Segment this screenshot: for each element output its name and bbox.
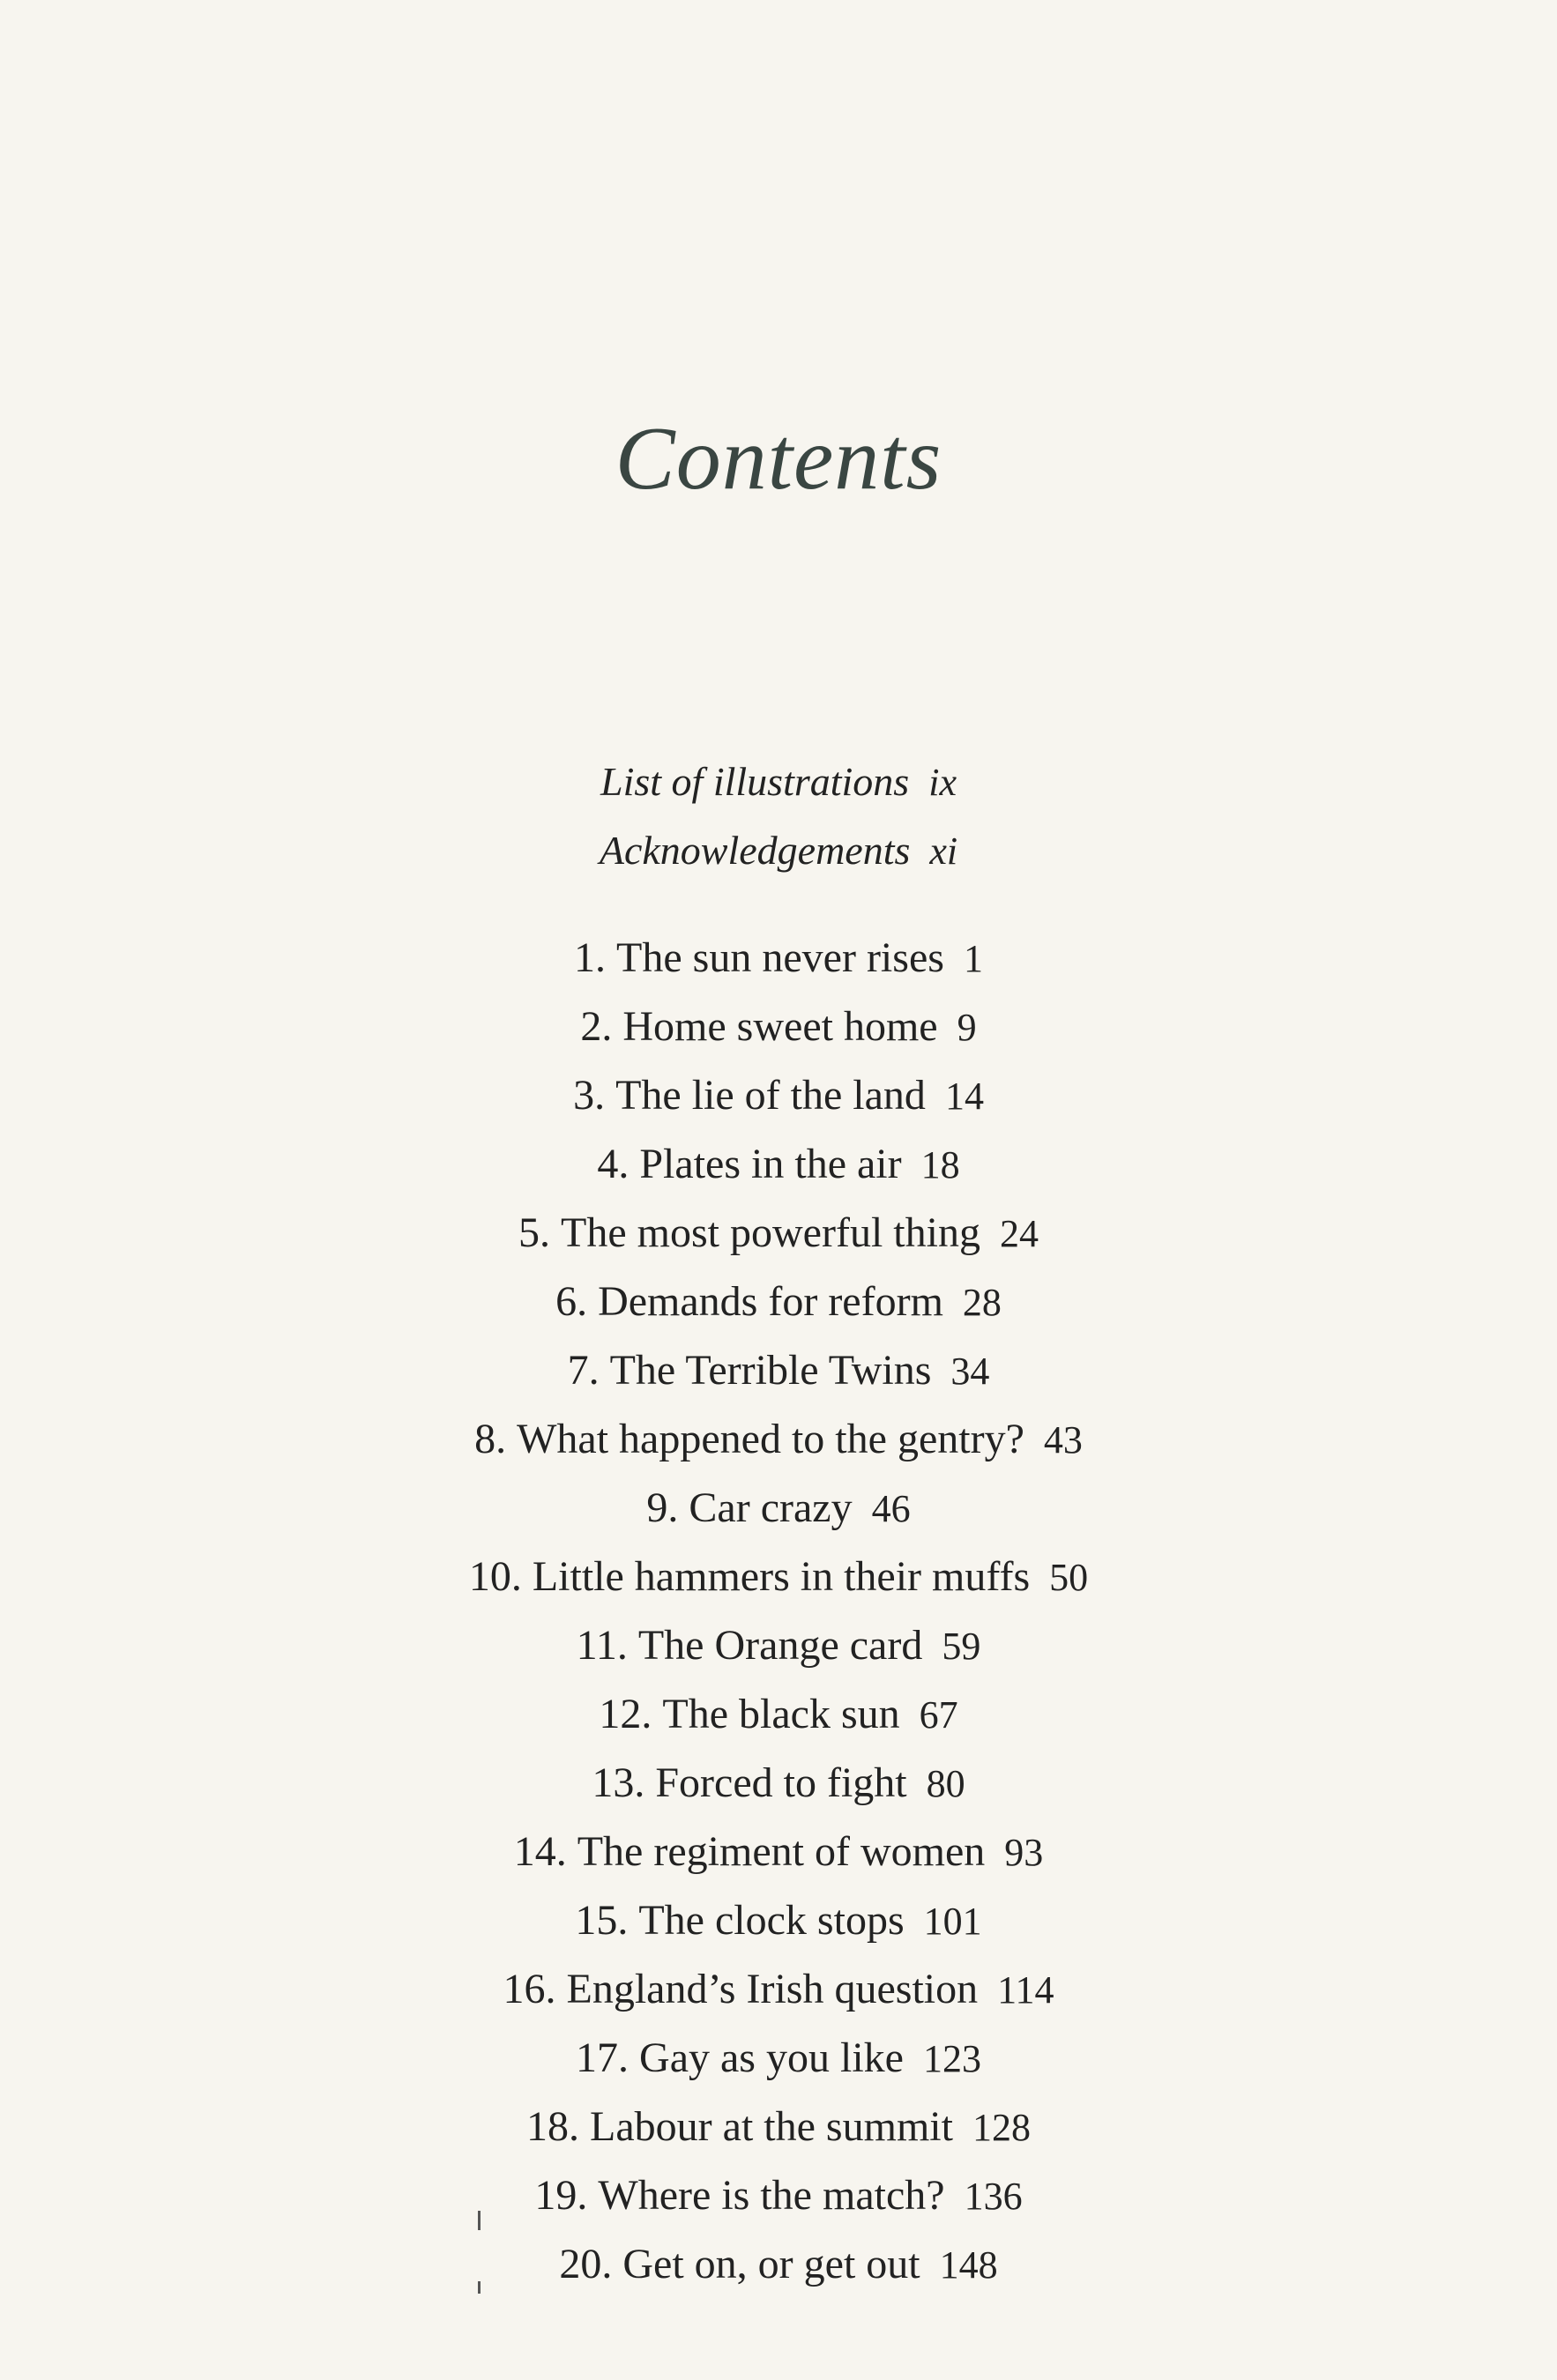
entry-page: ix bbox=[928, 761, 957, 804]
chapter-number: 13. bbox=[592, 1759, 645, 1806]
chapter-page: 93 bbox=[1004, 1831, 1044, 1874]
chapter-number: 5. bbox=[518, 1209, 551, 1256]
chapter-number: 1. bbox=[574, 934, 607, 981]
front-matter-list bbox=[0, 747, 1557, 885]
chapter-page: 46 bbox=[871, 1487, 911, 1530]
chapter-title: What happened to the gentry? bbox=[517, 1416, 1024, 1462]
chapter-entry[interactable] bbox=[0, 1405, 1557, 1474]
margin-mark bbox=[478, 2211, 481, 2230]
chapter-entry[interactable] bbox=[0, 1199, 1557, 1268]
chapter-number: 10. bbox=[468, 1553, 522, 1600]
entry-title: Acknowledgements bbox=[599, 828, 911, 873]
page-title: Contents bbox=[615, 409, 942, 509]
chapter-entry[interactable] bbox=[0, 1955, 1557, 2024]
chapter-number: 11. bbox=[576, 1622, 628, 1669]
chapter-number: 7. bbox=[567, 1347, 600, 1394]
chapter-title: The clock stops bbox=[638, 1897, 905, 1944]
chapter-page: 114 bbox=[997, 1968, 1054, 2012]
chapter-entry[interactable] bbox=[0, 1886, 1557, 1955]
chapter-number: 2. bbox=[580, 1003, 613, 1050]
chapter-page: 50 bbox=[1049, 1556, 1089, 1599]
chapter-number: 17. bbox=[576, 2034, 630, 2081]
chapter-entry[interactable] bbox=[0, 1749, 1557, 1818]
chapter-title: Plates in the air bbox=[639, 1141, 902, 1187]
chapter-title: Labour at the summit bbox=[590, 2103, 953, 2150]
chapter-number: 14. bbox=[513, 1828, 567, 1875]
chapter-title: Car crazy bbox=[689, 1484, 853, 1531]
chapter-page: 28 bbox=[962, 1281, 1002, 1324]
chapter-title: The Orange card bbox=[637, 1622, 923, 1669]
chapter-entry[interactable] bbox=[0, 2093, 1557, 2161]
chapter-entry[interactable] bbox=[0, 1336, 1557, 1405]
chapter-entry[interactable] bbox=[0, 1543, 1557, 1611]
chapter-page: 14 bbox=[944, 1075, 984, 1118]
margin-mark bbox=[478, 2281, 481, 2294]
chapter-number: 4. bbox=[597, 1141, 630, 1187]
chapter-title: The most powerful thing bbox=[561, 1209, 980, 1256]
chapter-number: 8. bbox=[474, 1416, 507, 1462]
chapter-title: The black sun bbox=[662, 1691, 900, 1737]
entry-title: List of illustrations bbox=[600, 759, 910, 804]
chapter-entry[interactable] bbox=[0, 1611, 1557, 1680]
chapter-number: 20. bbox=[559, 2241, 613, 2287]
entry-page: xi bbox=[929, 829, 958, 873]
chapter-number: 12. bbox=[599, 1691, 652, 1737]
chapter-number: 15. bbox=[575, 1897, 629, 1944]
chapter-title: Gay as you like bbox=[639, 2034, 904, 2081]
chapter-entry[interactable] bbox=[0, 924, 1557, 993]
chapter-title: Where is the match? bbox=[598, 2172, 945, 2219]
chapter-number: 18. bbox=[526, 2103, 580, 2150]
chapter-page: 34 bbox=[950, 1350, 990, 1393]
chapter-entry[interactable] bbox=[0, 993, 1557, 1061]
chapter-entry[interactable] bbox=[0, 1268, 1557, 1336]
chapter-title: Get on, or get out bbox=[622, 2241, 920, 2287]
chapter-list bbox=[0, 924, 1557, 2299]
front-matter-entry[interactable] bbox=[0, 747, 1557, 816]
chapter-page: 59 bbox=[942, 1625, 981, 1668]
chapter-entry[interactable] bbox=[0, 1474, 1557, 1543]
chapter-number: 6. bbox=[555, 1278, 588, 1325]
chapter-title: Little hammers in their muffs bbox=[532, 1553, 1031, 1600]
chapter-number: 3. bbox=[573, 1072, 606, 1119]
chapter-page: 1 bbox=[963, 937, 983, 980]
chapter-entry[interactable] bbox=[0, 1818, 1557, 1886]
chapter-number: 9. bbox=[646, 1484, 679, 1531]
chapter-entry[interactable] bbox=[0, 1130, 1557, 1199]
chapter-page: 148 bbox=[939, 2243, 998, 2287]
chapter-number: 16. bbox=[503, 1966, 556, 2012]
chapter-entry[interactable] bbox=[0, 1680, 1557, 1749]
chapter-page: 128 bbox=[972, 2106, 1031, 2149]
chapter-title: England’s Irish question bbox=[566, 1966, 979, 2012]
chapter-page: 24 bbox=[999, 1212, 1039, 1255]
chapter-page: 9 bbox=[957, 1006, 977, 1049]
chapter-entry[interactable] bbox=[0, 1061, 1557, 1130]
chapter-entry[interactable] bbox=[0, 2230, 1557, 2299]
chapter-page: 43 bbox=[1043, 1418, 1083, 1461]
chapter-page: 18 bbox=[920, 1143, 960, 1186]
chapter-title: Demands for reform bbox=[598, 1278, 943, 1325]
chapter-title: The regiment of women bbox=[577, 1828, 986, 1875]
chapter-page: 80 bbox=[926, 1762, 965, 1805]
chapter-title: The sun never rises bbox=[616, 934, 944, 981]
chapter-page: 67 bbox=[919, 1693, 958, 1737]
chapter-entry[interactable] bbox=[0, 2161, 1557, 2230]
chapter-page: 123 bbox=[922, 2037, 981, 2080]
chapter-number: 19. bbox=[534, 2172, 588, 2219]
chapter-entry[interactable] bbox=[0, 2024, 1557, 2093]
chapter-page: 101 bbox=[923, 1900, 982, 1943]
front-matter-entry[interactable] bbox=[0, 816, 1557, 885]
chapter-title: The lie of the land bbox=[615, 1072, 926, 1119]
chapter-page: 136 bbox=[964, 2175, 1023, 2218]
chapter-title: The Terrible Twins bbox=[609, 1347, 932, 1394]
chapter-title: Forced to fight bbox=[655, 1759, 907, 1806]
chapter-title: Home sweet home bbox=[622, 1003, 938, 1050]
